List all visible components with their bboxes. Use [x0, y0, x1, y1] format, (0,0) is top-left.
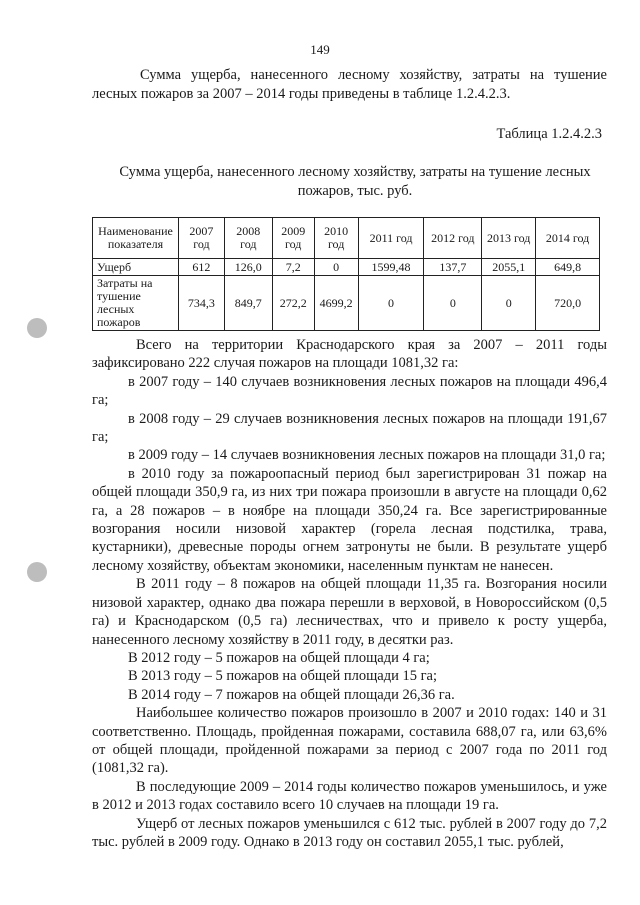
table-cell: 4699,2 — [314, 276, 358, 331]
table-cell: 612 — [178, 259, 224, 276]
page-number: 149 — [310, 42, 330, 57]
header-cell: 2007 год — [178, 218, 224, 259]
table-cell: 849,7 — [224, 276, 272, 331]
header-cell: 2008 год — [224, 218, 272, 259]
table-row — [93, 259, 600, 276]
paragraph: в 2009 году – 14 случаев возникновения лесных пожаров на площади 31,0 га; — [128, 447, 606, 464]
table-cell: 272,2 — [272, 276, 314, 331]
table-cell: 2055,1 — [482, 259, 536, 276]
paragraph: В 2014 году – 7 пожаров на общей площади 26,36 га. — [128, 686, 455, 703]
paragraph: в 2007 году – 140 случаев возникновения лесных пожаров на площади 496,4 га; — [92, 373, 607, 409]
header-cell: 2011 год — [358, 218, 424, 259]
row-header-cell: Затраты на тушение лесных пожаров — [93, 276, 179, 331]
paragraph: Всего на территории Краснодарского края за 2007 – 2011 годы зафиксировано 222 случая пожаров на площади 1081,32 га: — [92, 337, 607, 372]
body-text — [92, 336, 607, 851]
header-cell: 2013 год — [482, 218, 536, 259]
header-cell: 2014 год — [536, 218, 600, 259]
table-cell: 720,0 — [536, 276, 600, 331]
table-cell: 649,8 — [536, 259, 600, 276]
paragraph: в 2008 году – 29 случаев возникновения лесных пожаров на площади 191,67 га; — [92, 410, 607, 446]
table-cell: 7,2 — [272, 259, 314, 276]
table-cell: 137,7 — [424, 259, 482, 276]
table-cell: 0 — [482, 276, 536, 331]
paragraph: В 2011 году – 8 пожаров на общей площади 11,35 га. Возгорания носили низовой характер, однако два пожара перешли в верховой, в Новороссийском (0,5 га) и Краснодарском (0,5 га) лесничествах, что и привело к росту ущерба, нанесенного лесному хозяйству в 2011 году, в десятки раз. — [92, 576, 607, 648]
damage-table — [92, 217, 600, 331]
table-title: Сумма ущерба, нанесенного лесному хозяйству, затраты на тушение лесных пожаров, тыс. руб. — [119, 164, 591, 199]
table-label: Таблица 1.2.4.2.3 — [496, 126, 602, 142]
paragraph: В последующие 2009 – 2014 годы количество пожаров уменьшилось, и уже в 2012 и 2013 годах составило всего 10 случаев на площади 19 га. — [92, 778, 607, 814]
header-cell: Наименование показателя — [93, 218, 179, 259]
table-header-row — [93, 218, 600, 259]
paragraph: В 2012 году – 5 пожаров на общей площади 4 га; — [128, 649, 430, 666]
intro-paragraph — [92, 66, 607, 104]
table-cell: 1599,48 — [358, 259, 424, 276]
table-cell: 0 — [314, 259, 358, 276]
table-cell: 0 — [358, 276, 424, 331]
paragraph: Наибольшее количество пожаров произошло в 2007 и 2010 годах: 140 и 31 соответственно. Площадь, пройденная пожарами, составила 688,07 га, или 63,6% от общей площади, пройденной пожарами за период с 2007 года по 2011 год (1081,32 га). — [92, 705, 607, 777]
paragraph: В 2013 году – 5 пожаров на общей площади 15 га; — [128, 668, 437, 685]
intro-text: Сумма ущерба, нанесенного лесному хозяйству, затраты на тушение лесных пожаров за 2007 – 2014 годы приведены в таблице 1.2.4.2.3. — [92, 67, 607, 102]
header-cell: 2009 год — [272, 218, 314, 259]
table-cell: 0 — [424, 276, 482, 331]
table-row — [93, 276, 600, 331]
header-cell: 2012 год — [424, 218, 482, 259]
punch-hole — [27, 562, 47, 582]
row-header-cell: Ущерб — [93, 259, 179, 276]
header-cell: 2010 год — [314, 218, 358, 259]
table-cell: 126,0 — [224, 259, 272, 276]
table-cell: 734,3 — [178, 276, 224, 331]
punch-hole — [27, 318, 47, 338]
paragraph: Ущерб от лесных пожаров уменьшился с 612 тыс. рублей в 2007 году до 7,2 тыс. рублей в 2009 году. Однако в 2013 году он составил 2055,1 тыс. рублей, — [92, 815, 607, 850]
paragraph: в 2010 году за пожароопасный период был зарегистрирован 31 пожар на общей площади 350,9 га, из них три пожара произошли в августе на площади 0,62 га, а 28 пожаров – в ноябре на площади 350,24 га. Все зарегистрированные возгорания носили низовой характер (горела лесная подстилка, трава, кустарники), древесные породы огнем затронуты не были. В результате ущерб лесному хозяйству, объектам экономики, населенным пунктам не нанесен. — [92, 465, 607, 574]
